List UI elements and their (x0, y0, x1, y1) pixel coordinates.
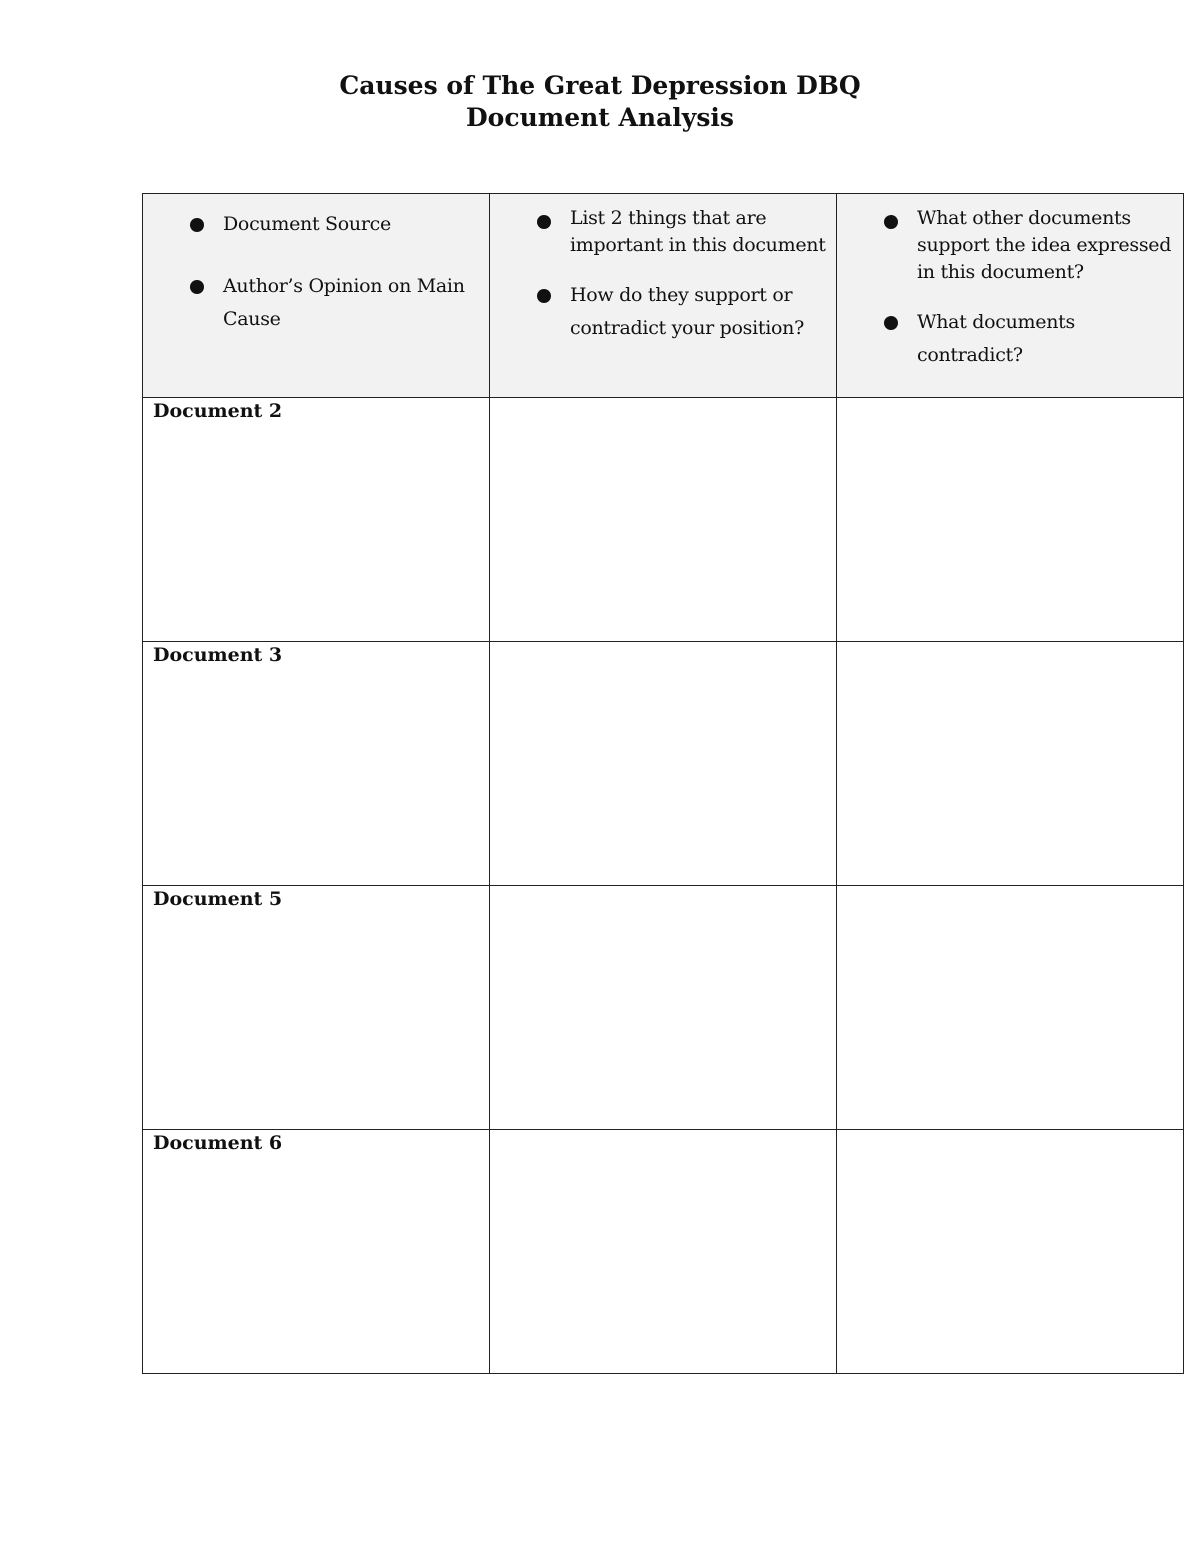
header-cell-source (143, 194, 490, 398)
bullet-icon (884, 316, 898, 330)
title-line-1: Causes of The Great Depression DBQ (339, 71, 861, 100)
header-bullet-list (837, 194, 1183, 372)
page-title (0, 70, 1200, 134)
document-label: Document 2 (153, 400, 283, 422)
table-row (143, 642, 1184, 886)
bullet-icon (190, 280, 204, 294)
answer-cell[interactable] (837, 642, 1184, 886)
bullet-icon (537, 215, 551, 229)
bullet-text: Author’s Opinion on Main Cause (223, 275, 465, 330)
header-bullet-item (223, 270, 479, 336)
table-row (143, 1130, 1184, 1374)
table-row (143, 886, 1184, 1130)
document-label: Document 3 (153, 644, 283, 666)
header-bullet-item (570, 279, 830, 345)
answer-cell[interactable] (490, 642, 837, 886)
bullet-icon (884, 215, 898, 229)
bullet-text: How do they support or contradict your position? (570, 284, 804, 339)
answer-cell[interactable] (837, 1130, 1184, 1374)
bullet-icon (190, 218, 204, 232)
document-label-cell (143, 1130, 490, 1374)
bullet-icon (537, 289, 551, 303)
header-bullet-item (917, 306, 1177, 372)
document-label: Document 6 (153, 1132, 283, 1154)
document-label-cell (143, 886, 490, 1130)
header-cell-related-documents (837, 194, 1184, 398)
answer-cell[interactable] (490, 886, 837, 1130)
document-label-cell (143, 398, 490, 642)
header-bullet-list (143, 194, 489, 336)
bullet-text: Document Source (223, 213, 391, 235)
title-line-2: Document Analysis (466, 103, 734, 132)
header-bullet-list (490, 194, 836, 345)
header-bullet-item (223, 208, 479, 241)
answer-cell[interactable] (837, 398, 1184, 642)
table-row (143, 398, 1184, 642)
answer-cell[interactable] (837, 886, 1184, 1130)
document-analysis-table (142, 193, 1184, 1374)
answer-cell[interactable] (490, 1130, 837, 1374)
table-header-row (143, 194, 1184, 398)
header-bullet-item (570, 205, 830, 259)
bullet-text: List 2 things that are important in this document (570, 207, 826, 256)
bullet-text: What other documents support the idea expressed in this document? (917, 207, 1172, 283)
header-cell-important (490, 194, 837, 398)
answer-cell[interactable] (490, 398, 837, 642)
header-bullet-item (917, 205, 1177, 286)
document-label: Document 5 (153, 888, 283, 910)
document-label-cell (143, 642, 490, 886)
bullet-text: What documents contradict? (917, 311, 1075, 366)
